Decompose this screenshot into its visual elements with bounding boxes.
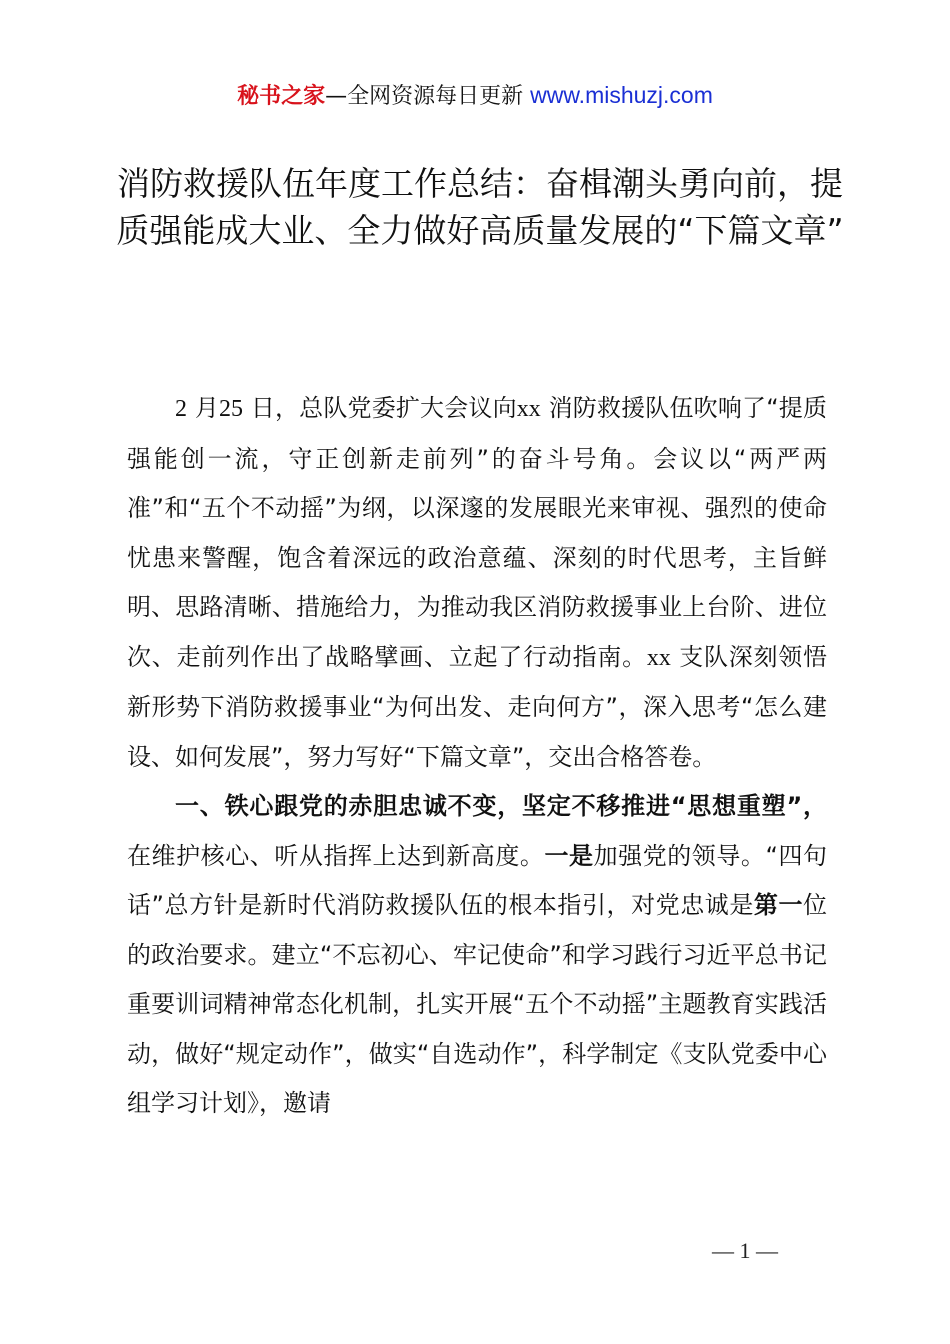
paragraph-section-one xyxy=(127,782,827,1129)
paragraph-intro xyxy=(127,384,827,782)
placeholder-xx: xx xyxy=(516,396,541,422)
date-number: 2 xyxy=(175,396,187,422)
section-heading: 一、铁心跟党的赤胆忠诚不变，坚定不移推进“思想重塑”， xyxy=(175,792,827,820)
paragraph-text: 支队深刻领悟新形势下消防救援事业“为何出发、走向何方”，深入思考“怎么建设、如何发展”，努力写好“下篇文章”，交出合格答卷。 xyxy=(127,642,828,771)
paragraph-text: 加强党的领导。“四句话”总方针是新时代消防救援队伍的根本指引，对党忠诚是 xyxy=(127,841,828,919)
paragraph-text: 位的政治要求。建立“不忘初心、牢记使命”和学习践行习近平总书记重要训词精神常态化机制，扎实开展“五个不动摇”主题教育实践活动，做好“规定动作”，做实“自选动作”，科学制定《支队党委中心组学习计划》，邀请 xyxy=(127,891,828,1117)
document-body xyxy=(127,384,827,1129)
date-number: 25 xyxy=(219,396,243,422)
page-number: — 1 — xyxy=(712,1238,778,1263)
document-header xyxy=(0,78,950,114)
placeholder-xx: xx xyxy=(646,644,671,671)
header-slogan: —全网资源每日更新 xyxy=(325,84,524,109)
document-title: 消防救援队伍年度工作总结：奋楫潮头勇向前，提质强能成大业、全力做好高质量发展的“下篇文章” xyxy=(116,164,844,250)
date-month: 月 xyxy=(194,394,219,422)
brand-name: 秘书之家 xyxy=(237,84,326,109)
paragraph-text: 消防救援队伍吹响了“提质强能创一流，守正创新走前列”的奋斗号角。会议以“两严两准”和“五个不动摇”为纲，以深邃的发展眼光来审视、强烈的使命忧患来警醒，饱含着深远的政治意蕴、深刻的时代思考，主旨鲜明、思路清晰、措施给力，为推动我区消防救援事业上台阶、进位次、走前列作出了战略擘画、立起了行动指南。 xyxy=(127,394,827,671)
emphasis-text: 第一 xyxy=(753,891,804,919)
paragraph-text: 在维护核心、听从指挥上达到新高度。 xyxy=(127,841,545,870)
header-url[interactable]: www.mishuzj.com xyxy=(530,82,713,108)
paragraph-text: 日，总队党委扩大会议向 xyxy=(250,394,517,422)
emphasis-text: 一是 xyxy=(544,841,594,870)
